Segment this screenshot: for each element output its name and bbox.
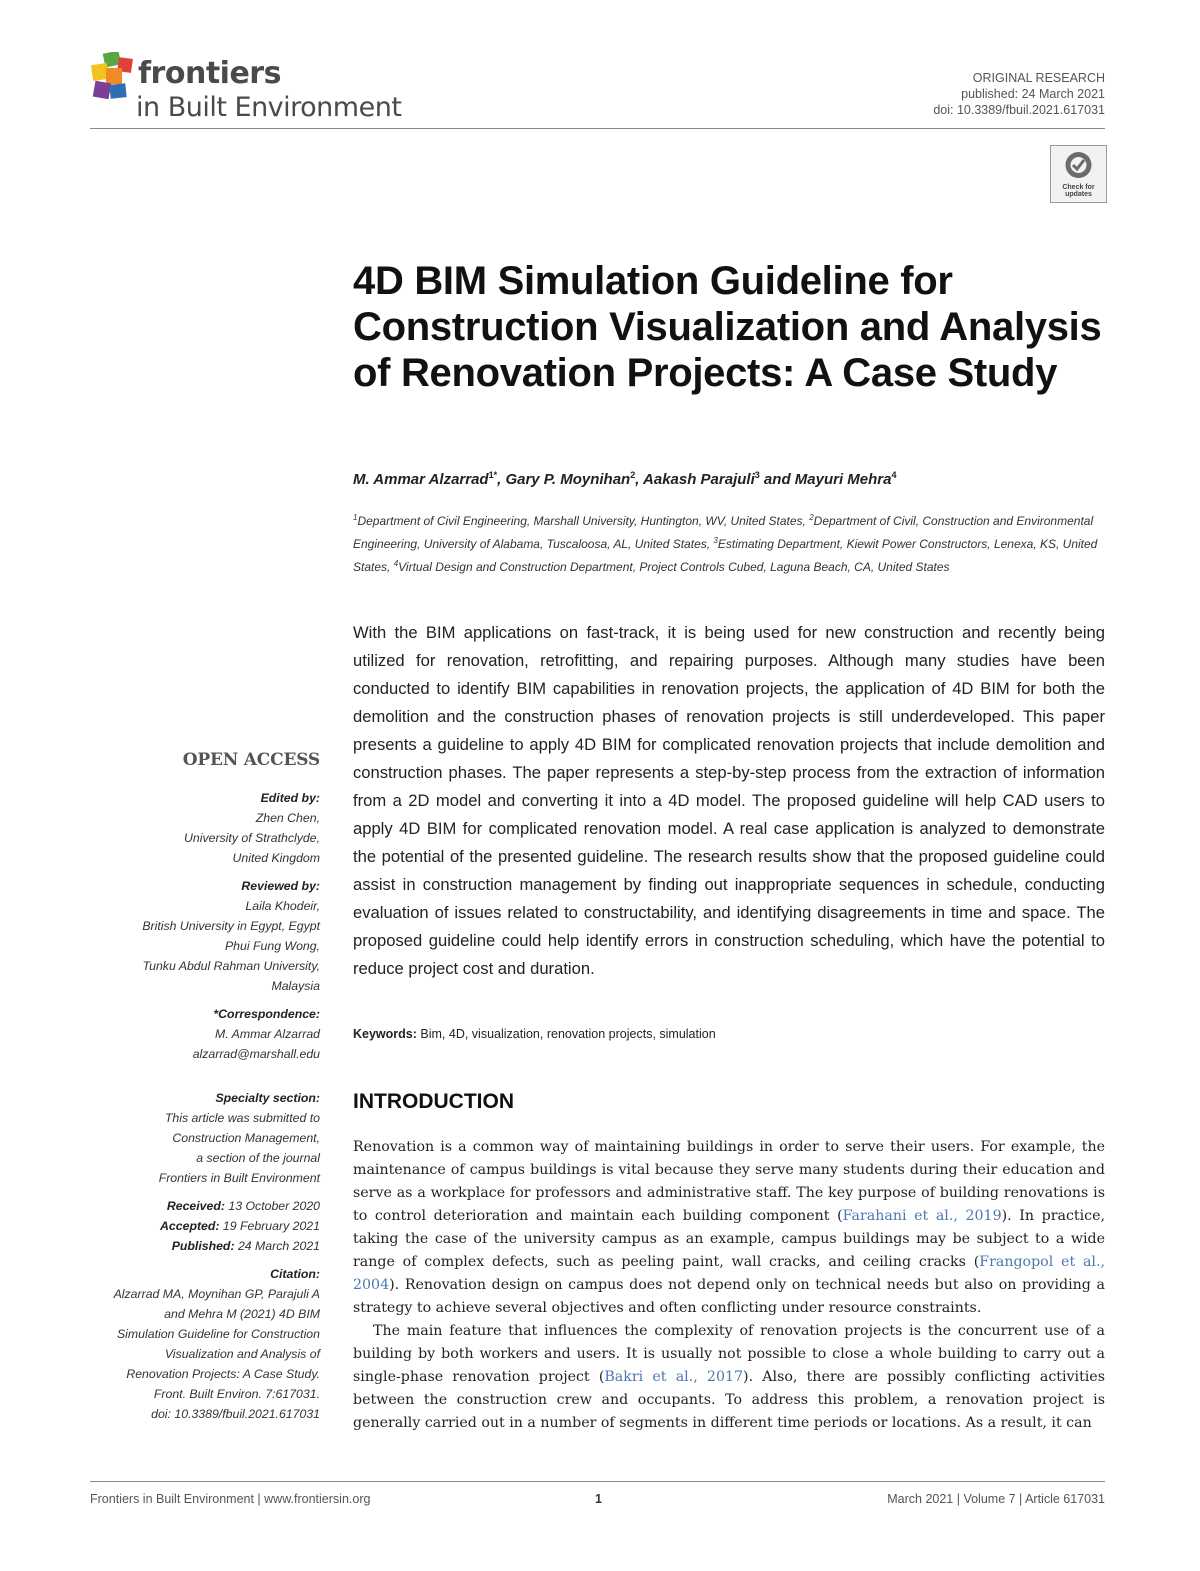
received-value: 13 October 2020: [224, 1199, 320, 1213]
received-label: Received:: [166, 1199, 225, 1213]
accepted-date: [90, 1216, 320, 1236]
citation-label: Citation:: [270, 1267, 320, 1281]
reviewed-by-label: Reviewed by:: [241, 879, 320, 893]
keywords-label: Keywords:: [353, 1027, 417, 1041]
reviewer-line: Laila Khodeir,: [245, 899, 320, 913]
edited-by-label: Edited by:: [260, 791, 320, 805]
specialty-section-label: Specialty section:: [215, 1091, 320, 1105]
article-type: ORIGINAL RESEARCH: [972, 71, 1105, 85]
intro-paragraph-1: [353, 1136, 1105, 1320]
reviewer-line: Malaysia: [271, 979, 320, 993]
header-divider: [90, 128, 1105, 129]
affiliation-text: Virtual Design and Construction Department, Project Controls Cubed, Laguna Beach, CA, United States: [398, 560, 950, 574]
citation-line: and Mehra M (2021) 4D BIM: [164, 1307, 320, 1321]
citation-line: Visualization and Analysis of: [164, 1347, 320, 1361]
footer-issue-info: March 2021 | Volume 7 | Article 617031: [887, 1492, 1105, 1506]
editor-line: University of Strathclyde,: [184, 831, 320, 845]
citation-line: Simulation Guideline for Construction: [116, 1327, 320, 1341]
citation-link[interactable]: Frangopol et al., 2004: [353, 1254, 1105, 1293]
published-date-sidebar: [90, 1236, 320, 1256]
footer-journal-link[interactable]: Frontiers in Built Environment | www.frontiersin.org: [90, 1492, 371, 1506]
citation-line: Front. Built Environ. 7:617031.: [153, 1387, 320, 1401]
affiliation-text: Department of Civil Engineering, Marshall University, Huntington, WV, United States,: [357, 514, 810, 528]
author-name[interactable]: Gary P. Moynihan: [505, 471, 631, 488]
reviewer-line: British University in Egypt, Egypt: [142, 919, 320, 933]
frontiers-logo-icon: [90, 52, 134, 102]
intro-text: ). Renovation design on campus does not depend only on technical needs but also on providing a strategy to achieve several objectives and often conflicting under resource constraints.: [353, 1277, 1105, 1316]
reviewer-line: Tunku Abdul Rahman University,: [142, 959, 320, 973]
check-for-updates-label: Check for updates: [1062, 184, 1095, 198]
affiliation-marker: 4: [393, 559, 399, 568]
specialty-line: This article was submitted to: [164, 1111, 320, 1125]
author-separator: and: [759, 471, 795, 488]
author-list: [353, 470, 1113, 488]
specialty-line: a section of the journal: [196, 1151, 320, 1165]
accepted-value: 19 February 2021: [219, 1219, 320, 1233]
citation-doi[interactable]: doi: 10.3389/fbuil.2021.617031: [151, 1407, 320, 1421]
specialty-line: Construction Management,: [172, 1131, 320, 1145]
intro-paragraph-2: [353, 1320, 1105, 1435]
intro-text: ). In practice, taking the case of the university campus as an example, campus buildings may be subject to a wide range of complex defects, such as peeling paint, wall cracks, and ceiling cracks (: [353, 1208, 1105, 1270]
keywords-list: Bim, 4D, visualization, renovation projects, simulation: [420, 1027, 716, 1041]
accepted-label: Accepted:: [160, 1219, 220, 1233]
published-date: published: 24 March 2021: [961, 87, 1105, 101]
correspondence-name: M. Ammar Alzarrad: [215, 1027, 320, 1041]
logo-wordmark: frontiers: [138, 56, 281, 91]
author-affiliation-marker: 2: [630, 470, 636, 480]
author-affiliation-marker: 1*: [488, 470, 498, 480]
affiliation-marker: 2: [809, 513, 814, 522]
received-date: [90, 1196, 320, 1216]
page-number: 1: [595, 1492, 602, 1506]
affiliation-text: Department of Civil, Construction and Environmental Engineering, University of Alabama, Tuscaloosa, AL, United States,: [353, 514, 1094, 551]
author-affiliation-marker: 3: [754, 470, 760, 480]
crossmark-icon: [1051, 146, 1106, 184]
check-for-updates-badge[interactable]: [1050, 145, 1107, 203]
specialty-line: Frontiers in Built Environment: [158, 1171, 320, 1185]
article-header-info: [933, 70, 1105, 118]
section-heading-introduction: INTRODUCTION: [353, 1090, 514, 1113]
author-name[interactable]: Aakash Parajuli: [643, 471, 755, 488]
open-access-label: OPEN ACCESS: [182, 750, 320, 770]
author-affiliation-marker: 4: [891, 470, 897, 480]
editor-line: Zhen Chen,: [255, 811, 320, 825]
author-separator: ,: [635, 471, 644, 488]
citation-link[interactable]: Bakri et al., 2017: [604, 1369, 744, 1385]
affiliation-marker: 1: [353, 513, 358, 522]
intro-text: ). Also, there are possibly conflicting activities between the construction crew and occupants. To address this problem, a renovation project is generally carried out in a number of segments in different time periods or locations. As a result, it can: [353, 1369, 1105, 1431]
logo-journal-name: in Built Environment: [136, 92, 402, 123]
citation-link[interactable]: Farahani et al., 2019: [842, 1208, 1002, 1224]
author-separator: ,: [497, 471, 506, 488]
doi-link[interactable]: doi: 10.3389/fbuil.2021.617031: [933, 103, 1105, 117]
affiliation-text: Estimating Department, Kiewit Power Constructors, Lenexa, KS, United States,: [353, 537, 1098, 574]
correspondence-email[interactable]: alzarrad@marshall.edu: [192, 1047, 320, 1061]
published-label: Published:: [171, 1239, 235, 1253]
journal-logo[interactable]: [90, 52, 420, 124]
author-name[interactable]: Mayuri Mehra: [794, 471, 892, 488]
intro-text: The main feature that influences the complexity of renovation projects is the concurrent use of a building by both workers and users. It is usually not possible to close a whole building to carry out a single-phase renovation project (: [353, 1323, 1105, 1385]
footer-divider: [90, 1481, 1105, 1482]
author-name[interactable]: M. Ammar Alzarrad: [353, 471, 489, 488]
keywords: [353, 1027, 1108, 1041]
citation-line: Alzarrad MA, Moynihan GP, Parajuli A: [113, 1287, 320, 1301]
correspondence-label: *Correspondence:: [213, 1007, 320, 1021]
introduction-body: [353, 1136, 1105, 1435]
editor-line: United Kingdom: [232, 851, 320, 865]
abstract: With the BIM applications on fast-track, it is being used for new construction and recently being utilized for renovation, retrofitting, and repairing purposes. Although many studies have been conducted to identify BIM capabilities in renovation projects, the application of 4D BIM for both the demolition and the construction phases of renovation projects is still underdeveloped. This paper presents a guideline to apply 4D BIM for complicated renovation projects that include demolition and construction phases. The paper represents a step-by-step process from the extraction of information from a 2D model and converting it into a 4D model. The proposed guideline will help CAD users to apply 4D BIM for complicated renovation model. A real case application is analyzed to demonstrate the potential of the presented guideline. The research results show that the proposed guideline could assist in construction management by finding out inappropriate sequences in schedule, conducting evaluation of issues related to constructability, and identifying disagreements in time and space. The proposed guideline could help identify errors in construction scheduling, which have the potential to reduce project cost and duration.: [353, 623, 1105, 978]
affiliation-marker: 3: [713, 536, 718, 545]
article-sidebar: [90, 750, 320, 1424]
affiliations: [353, 508, 1108, 577]
reviewer-line: Phui Fung Wong,: [224, 939, 320, 953]
citation-line: Renovation Projects: A Case Study.: [126, 1367, 320, 1381]
article-title: 4D BIM Simulation Guideline for Construction Visualization and Analysis of Renovation Projects: A Case Study: [353, 259, 1102, 395]
intro-text: Renovation is a common way of maintaining buildings in order to serve their users. For example, the maintenance of campus buildings is vital because they serve many students during their education and serve as a workplace for professors and administrative staff. The key purpose of building renovations is to control deterioration and maintain each building component (: [353, 1139, 1105, 1224]
published-value: 24 March 2021: [234, 1239, 320, 1253]
